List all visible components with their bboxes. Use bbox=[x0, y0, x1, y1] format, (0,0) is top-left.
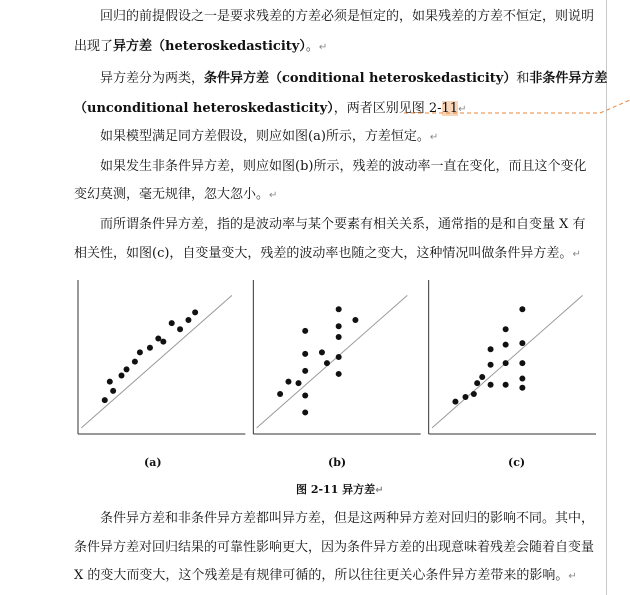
paragraph-3: 如果模型满足同方差假设，则应如图(a)所示，方差恒定。↵ bbox=[100, 129, 439, 144]
panel-c-point bbox=[488, 382, 494, 388]
panel-b-point bbox=[336, 306, 342, 312]
paragraph-mark: ↵ bbox=[375, 485, 384, 496]
panel-c-point bbox=[474, 380, 480, 386]
panel-b-point bbox=[302, 393, 308, 399]
panel-c-point bbox=[519, 306, 525, 312]
panel-a-point bbox=[192, 309, 198, 315]
panel-c-point bbox=[519, 385, 525, 391]
paragraph-mark: ↵ bbox=[269, 190, 278, 201]
panel-a-point bbox=[155, 336, 161, 342]
panel-a-point bbox=[177, 326, 183, 332]
panel-a-point bbox=[185, 317, 191, 323]
panel-c-point bbox=[462, 394, 468, 400]
panel-a-point bbox=[119, 372, 125, 378]
panel-b-point bbox=[302, 368, 308, 374]
panel-a-point bbox=[132, 359, 138, 365]
term-heteroskedasticity: 异方差（heteroskedasticity） bbox=[113, 39, 306, 54]
panel-b-point bbox=[277, 391, 283, 397]
panel-b-point bbox=[336, 371, 342, 377]
figure-heteroskedasticity bbox=[74, 272, 600, 447]
panel-a-point bbox=[107, 379, 113, 385]
panel-c-point bbox=[519, 376, 525, 382]
panel-c-point bbox=[519, 360, 525, 366]
scatter-panels bbox=[74, 272, 600, 447]
panel-c-point bbox=[452, 399, 458, 405]
paragraph-6-line-1: 条件异方差和非条件异方差都叫异方差，但是这两种异方差对回归的影响不同。其中， bbox=[100, 511, 595, 526]
panel-b-point bbox=[324, 360, 330, 366]
panel-a-point bbox=[110, 388, 116, 394]
panel-c-point bbox=[479, 374, 485, 380]
panel-c-point bbox=[503, 382, 509, 388]
paragraph-1-line-2: 出现了异方差（heteroskedasticity）。↵ bbox=[74, 39, 328, 54]
panel-a-point bbox=[102, 397, 108, 403]
paragraph-4-line-1: 如果发生非条件异方差，则应如图(b)所示，残差的波动率一直在变化，而且这个变化 bbox=[100, 159, 587, 174]
panel-c-point bbox=[488, 346, 494, 352]
panel-b-point bbox=[336, 354, 342, 360]
panel-c-point bbox=[471, 391, 477, 397]
paragraph-5-line-2: 相关性，如图(c)，自变量变大，残差的波动率也随之变大，这种情况叫做条件异方差。↵ bbox=[74, 246, 581, 261]
panel-c-point bbox=[503, 360, 509, 366]
panel-a-point bbox=[169, 320, 175, 326]
panel-b-point bbox=[336, 323, 342, 329]
paragraph-mark: ↵ bbox=[568, 571, 577, 582]
panel-b-point bbox=[352, 317, 358, 323]
figure-caption: 图 2-11 异方差↵ bbox=[296, 483, 384, 496]
panel-a-point bbox=[137, 349, 143, 355]
paragraph-1-line-1: 回归的前提假设之一是要求残差的方差必须是恒定的，如果残差的方差不恒定，则说明 bbox=[100, 9, 595, 24]
paragraph-mark: ↵ bbox=[458, 104, 467, 115]
term-conditional: 条件异方差（conditional heteroskedasticity） bbox=[204, 71, 517, 86]
term-unconditional-english: （unconditional heteroskedasticity） bbox=[74, 101, 334, 116]
panel-a-trend-line bbox=[81, 295, 232, 427]
paragraph-mark: ↵ bbox=[318, 42, 328, 53]
panel-a-point bbox=[147, 345, 153, 351]
comment-anchor-highlight[interactable]: 11 bbox=[441, 101, 459, 116]
paragraph-6-line-2: 条件异方差对回归结果的可靠性影响更大，因为条件异方差的出现意味着残差会随着自变量 bbox=[74, 540, 595, 555]
panel-b-point bbox=[285, 379, 291, 385]
panel-b-point bbox=[302, 351, 308, 357]
panel-b-point bbox=[336, 334, 342, 340]
panel-b-point bbox=[296, 380, 302, 386]
panel-a-point bbox=[160, 339, 166, 345]
panel-a-point bbox=[124, 366, 130, 372]
panel-c-point bbox=[503, 342, 509, 348]
panel-c-point bbox=[488, 362, 494, 368]
paragraph-mark: ↵ bbox=[572, 249, 581, 260]
paragraph-5-line-1: 而所谓条件异方差，指的是波动率与某个要素有相关关系，通常指的是和自变量 X 有 bbox=[100, 217, 586, 232]
term-unconditional: 非条件异方差 bbox=[529, 71, 608, 86]
panel-b-trend-line bbox=[257, 295, 408, 427]
panel-b-point bbox=[302, 328, 308, 334]
comment-connector-line bbox=[404, 86, 630, 116]
paragraph-mark: ↵ bbox=[429, 132, 439, 143]
panel-b-point bbox=[302, 409, 308, 415]
panel-c-point bbox=[503, 326, 509, 332]
panel-label-b: (b) bbox=[328, 456, 347, 469]
paragraph-6-line-3: X 的变大而变大，这个残差是有规律可循的，所以往往更关心条件异方差带来的影响。↵ bbox=[74, 568, 577, 583]
paragraph-2-line-2: （unconditional heteroskedasticity），两者区别见图 2-11↵ bbox=[74, 101, 467, 116]
panel-c-point bbox=[519, 340, 525, 346]
paragraph-4-line-2: 变幻莫测，毫无规律，忽大忽小。↵ bbox=[74, 187, 278, 202]
panel-label-a: (a) bbox=[144, 456, 162, 469]
paragraph-2-line-1: 异方差分为两类，条件异方差（conditional heteroskedasticity）和非条件异方差 bbox=[100, 71, 608, 86]
panel-label-c: (c) bbox=[508, 456, 526, 469]
panel-b-point bbox=[319, 349, 325, 355]
